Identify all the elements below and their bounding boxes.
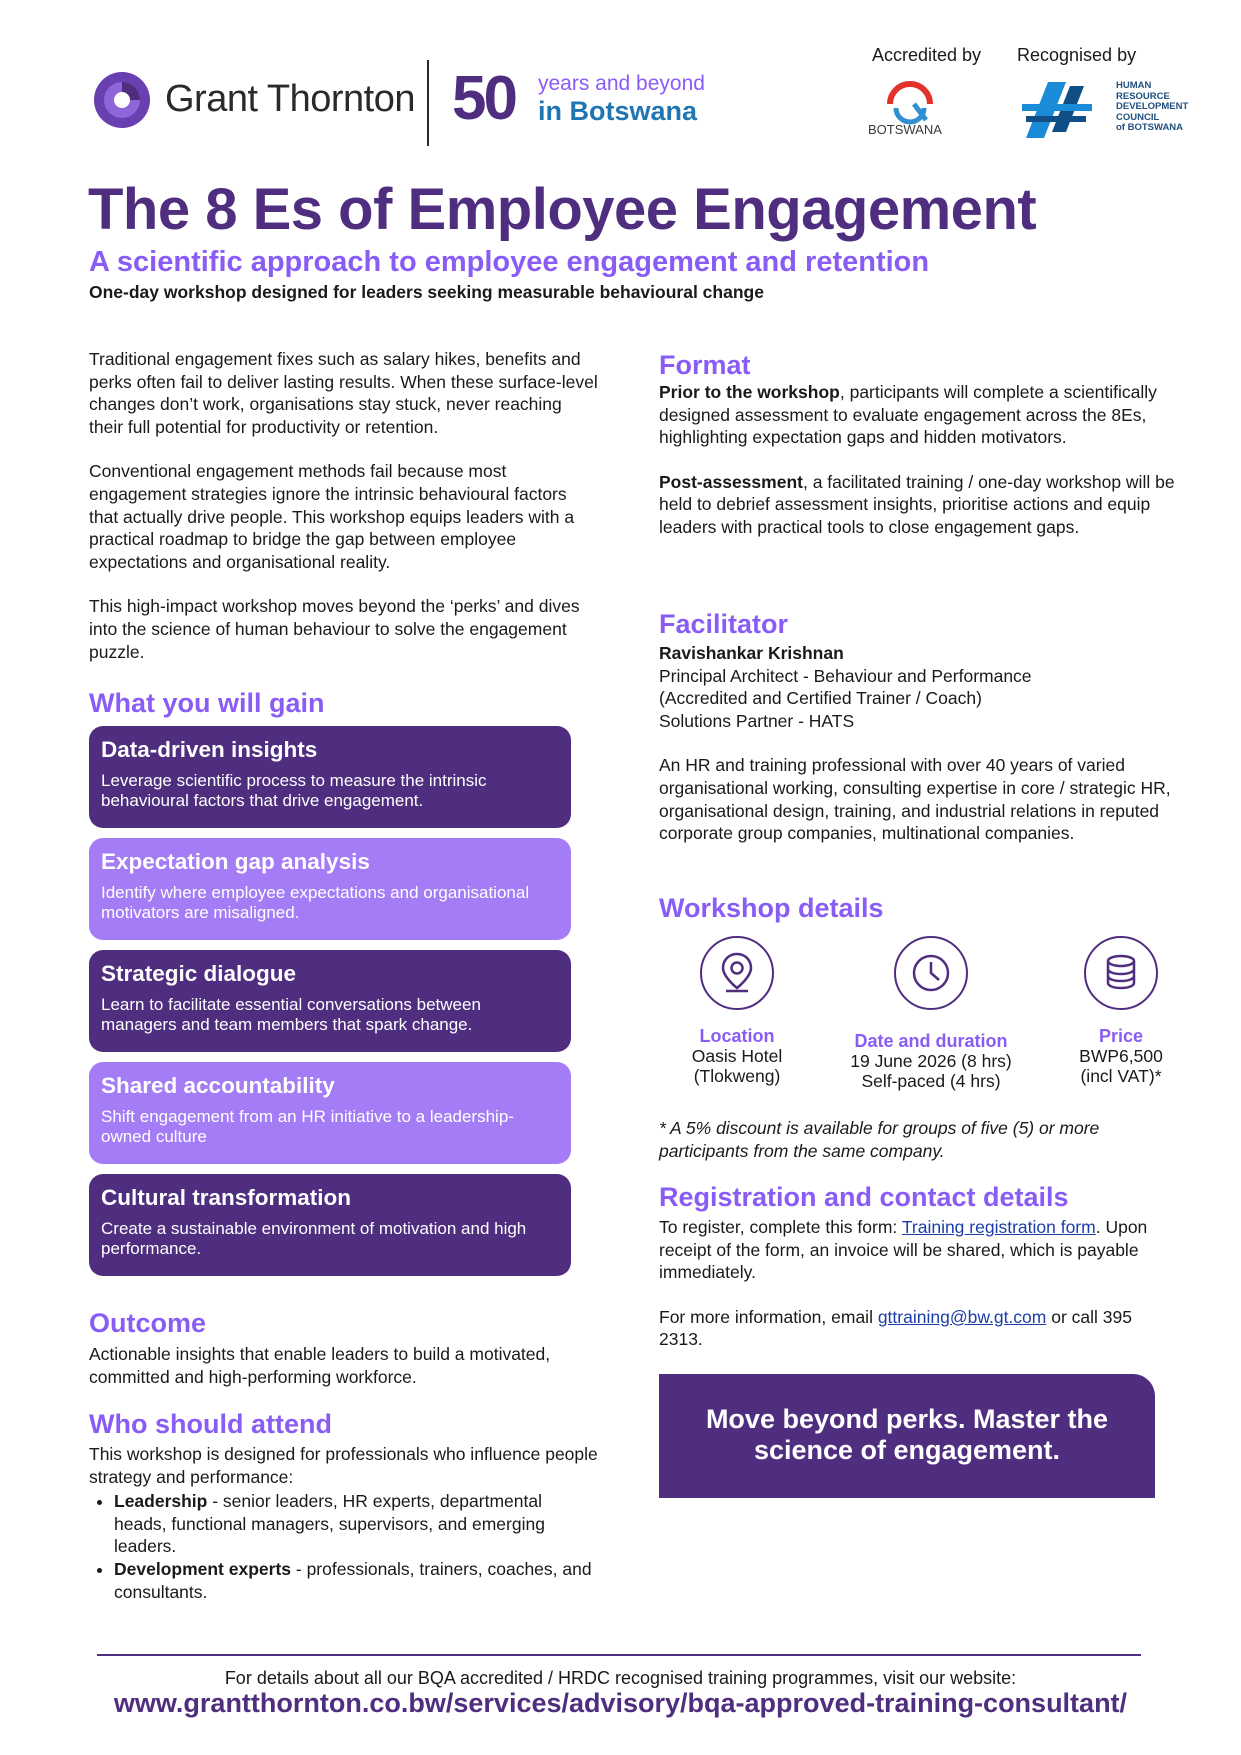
format-heading: Format bbox=[659, 350, 751, 380]
price-line-2: (incl VAT)* bbox=[1080, 1065, 1162, 1086]
gain-card-body: Learn to facilitate essential conversations between managers and team members that spark change. bbox=[101, 995, 481, 1034]
registration-suffix: . Upon receipt of the form, an invoice will be shared, which is payable immediately. bbox=[659, 1217, 1148, 1283]
location-value bbox=[657, 1047, 817, 1086]
footer-website-link[interactable]: www.grantthornton.co.bw/services/advisory/bqa-approved-training-consultant/ bbox=[113, 1688, 1128, 1718]
registration-prefix: To register, complete this form: bbox=[659, 1217, 902, 1237]
facilitator-role-2: (Accredited and Certified Trainer / Coach) bbox=[659, 688, 982, 709]
attend-item-text: - senior leaders, HR experts, departmental heads, functional managers, supervisors, and emerging leaders. bbox=[114, 1491, 545, 1557]
email-link[interactable]: gttraining@bw.gt.com bbox=[877, 1306, 1047, 1327]
email-suffix: or call 395 2313. bbox=[659, 1306, 1132, 1350]
grant-thornton-logo-icon bbox=[92, 70, 152, 130]
outcome-body: Actionable insights that enable leaders to build a motivated, committed and high-performing workforce. bbox=[89, 1344, 551, 1387]
coins-icon bbox=[1084, 936, 1158, 1010]
attend-item-bold: Leadership bbox=[114, 1491, 208, 1512]
format-p2-text: , a facilitated training / one-day workshop will be held to debrief assessment insights, prioritise actions and equip leaders with practical tools to close engagement gaps. bbox=[659, 471, 1175, 537]
format-p2-bold: Post-assessment bbox=[659, 471, 803, 492]
price-value bbox=[1046, 1047, 1196, 1086]
hrdc-logo-icon bbox=[1018, 78, 1094, 142]
registration-form-link[interactable]: Training registration form bbox=[901, 1217, 1096, 1237]
hrdc-logo-text: HUMAN RESOURCE DEVELOPMENT COUNCIL of BOTSWANA bbox=[1116, 80, 1189, 133]
gain-card-body: Leverage scientific process to measure the intrinsic behavioural factors that drive engagement. bbox=[101, 771, 487, 810]
location-line-1: Oasis Hotel bbox=[691, 1046, 783, 1066]
attend-heading: Who should attend bbox=[89, 1409, 332, 1439]
gain-card bbox=[89, 950, 571, 1052]
gain-card bbox=[89, 1174, 571, 1276]
facilitator-role-1: Principal Architect - Behaviour and Performance bbox=[659, 665, 1032, 686]
date-label: Date and duration bbox=[854, 1031, 1008, 1051]
attend-section bbox=[89, 1443, 599, 1603]
discount-note: * A 5% discount is available for groups of five (5) or more participants from the same company. bbox=[659, 1118, 1100, 1161]
registration-section bbox=[659, 1216, 1179, 1351]
footer-divider bbox=[97, 1654, 1141, 1656]
page-subtitle: A scientific approach to employee engagement and retention bbox=[89, 246, 930, 278]
price-line-1: BWP6,500 bbox=[1079, 1046, 1163, 1066]
anniversary-number: 50 bbox=[452, 64, 515, 133]
gain-card bbox=[89, 838, 571, 940]
attend-item-text: - professionals, trainers, coaches, and consultants. bbox=[114, 1558, 592, 1602]
intro-paragraph-2: Conventional engagement methods fail because most engagement strategies ignore the intrinsic behavioural factors that actually drive people. This workshop equips leaders with a practical roadmap to bridge the gap between employee expectations and organisational reality. bbox=[89, 461, 575, 572]
format-paragraph-2 bbox=[659, 471, 1179, 539]
gain-card-title: Expectation gap analysis bbox=[101, 849, 370, 874]
location-line-2: (Tlokweng) bbox=[693, 1065, 781, 1086]
anniversary-line2: in Botswana bbox=[538, 96, 698, 126]
list-item bbox=[114, 1558, 599, 1603]
contact-paragraph bbox=[659, 1306, 1179, 1351]
brand-name: Grant Thornton bbox=[165, 78, 416, 120]
format-p1-bold: Prior to the workshop bbox=[659, 382, 840, 402]
facilitator-section bbox=[659, 642, 1179, 845]
page-title: The 8 Es of Employee Engagement bbox=[88, 177, 1037, 242]
gain-card-title: Data-driven insights bbox=[101, 737, 318, 762]
attend-intro: This workshop is designed for professionals who influence people strategy and performance: bbox=[89, 1444, 598, 1487]
facilitator-name: Ravishankar Krishnan bbox=[659, 643, 844, 663]
format-section bbox=[659, 381, 1179, 539]
gain-card bbox=[89, 726, 571, 828]
location-pin-icon bbox=[700, 936, 774, 1010]
cta-line-2: science of engagement. bbox=[753, 1435, 1061, 1465]
cta-line-1: Move beyond perks. Master the bbox=[705, 1404, 1109, 1434]
email-prefix: For more information, email bbox=[659, 1306, 878, 1327]
call-to-action-banner bbox=[659, 1374, 1155, 1498]
attend-item-bold: Development experts bbox=[114, 1558, 292, 1579]
registration-paragraph bbox=[659, 1216, 1179, 1284]
clock-icon bbox=[894, 936, 968, 1010]
facilitator-heading: Facilitator bbox=[659, 609, 789, 639]
details-heading: Workshop details bbox=[659, 893, 884, 923]
anniversary-line1: years and beyond bbox=[538, 72, 705, 95]
date-line-1: 19 June 2026 (8 hrs) bbox=[850, 1051, 1012, 1071]
list-item bbox=[114, 1490, 599, 1558]
intro-paragraph-1: Traditional engagement fixes such as salary hikes, benefits and perks often fail to deliver lasting results. When these surface-level changes don’t work, organisations stay stuck, never reaching their full potential for productivity or retention. bbox=[89, 349, 598, 437]
format-paragraph-1 bbox=[659, 381, 1179, 449]
page-tagline: One-day workshop designed for leaders seeking measurable behavioural change bbox=[89, 282, 764, 302]
gain-card bbox=[89, 1062, 571, 1164]
header-divider bbox=[427, 60, 429, 146]
intro-paragraph-3: This high-impact workshop moves beyond the ‘perks’ and dives into the science of human behaviour to solve the engagement puzzle. bbox=[89, 596, 580, 662]
gain-card-body: Create a sustainable environment of motivation and high performance. bbox=[101, 1219, 527, 1258]
attend-list bbox=[89, 1490, 599, 1603]
date-value bbox=[826, 1052, 1036, 1091]
intro-section bbox=[89, 348, 599, 663]
facilitator-role-3: Solutions Partner - HATS bbox=[659, 710, 855, 731]
outcome-heading: Outcome bbox=[89, 1308, 207, 1338]
bqa-logo-text: BOTSWANA bbox=[868, 122, 942, 137]
gain-card-body: Identify where employee expectations and organisational motivators are misaligned. bbox=[101, 883, 530, 922]
gain-heading: What you will gain bbox=[89, 688, 325, 718]
date-line-2: Self-paced (4 hrs) bbox=[861, 1070, 1001, 1091]
format-p1-text: , participants will complete a scientifically designed assessment to evaluate engagement across the 8Es, highlighting expectation gaps and hidden motivators. bbox=[659, 382, 1157, 448]
gain-card-title: Shared accountability bbox=[101, 1073, 335, 1098]
accredited-label: Accredited by bbox=[872, 45, 982, 65]
price-label: Price bbox=[1098, 1026, 1144, 1046]
facilitator-bio: An HR and training professional with over 40 years of varied organisational working, consulting expertise in core / strategic HR, organisational design, training, and industrial relations in reputed corporate group companies, multinational companies. bbox=[659, 755, 1171, 844]
gain-card-body: Shift engagement from an HR initiative to a leadership-owned culture bbox=[101, 1107, 514, 1146]
recognised-label: Recognised by bbox=[1017, 45, 1137, 65]
gain-card-title: Cultural transformation bbox=[101, 1185, 352, 1210]
location-label: Location bbox=[699, 1026, 775, 1046]
footer-text: For details about all our BQA accredited / HRDC recognised training programmes, visit our website: bbox=[224, 1668, 1017, 1688]
registration-heading: Registration and contact details bbox=[659, 1182, 1069, 1212]
gain-card-title: Strategic dialogue bbox=[101, 961, 297, 986]
